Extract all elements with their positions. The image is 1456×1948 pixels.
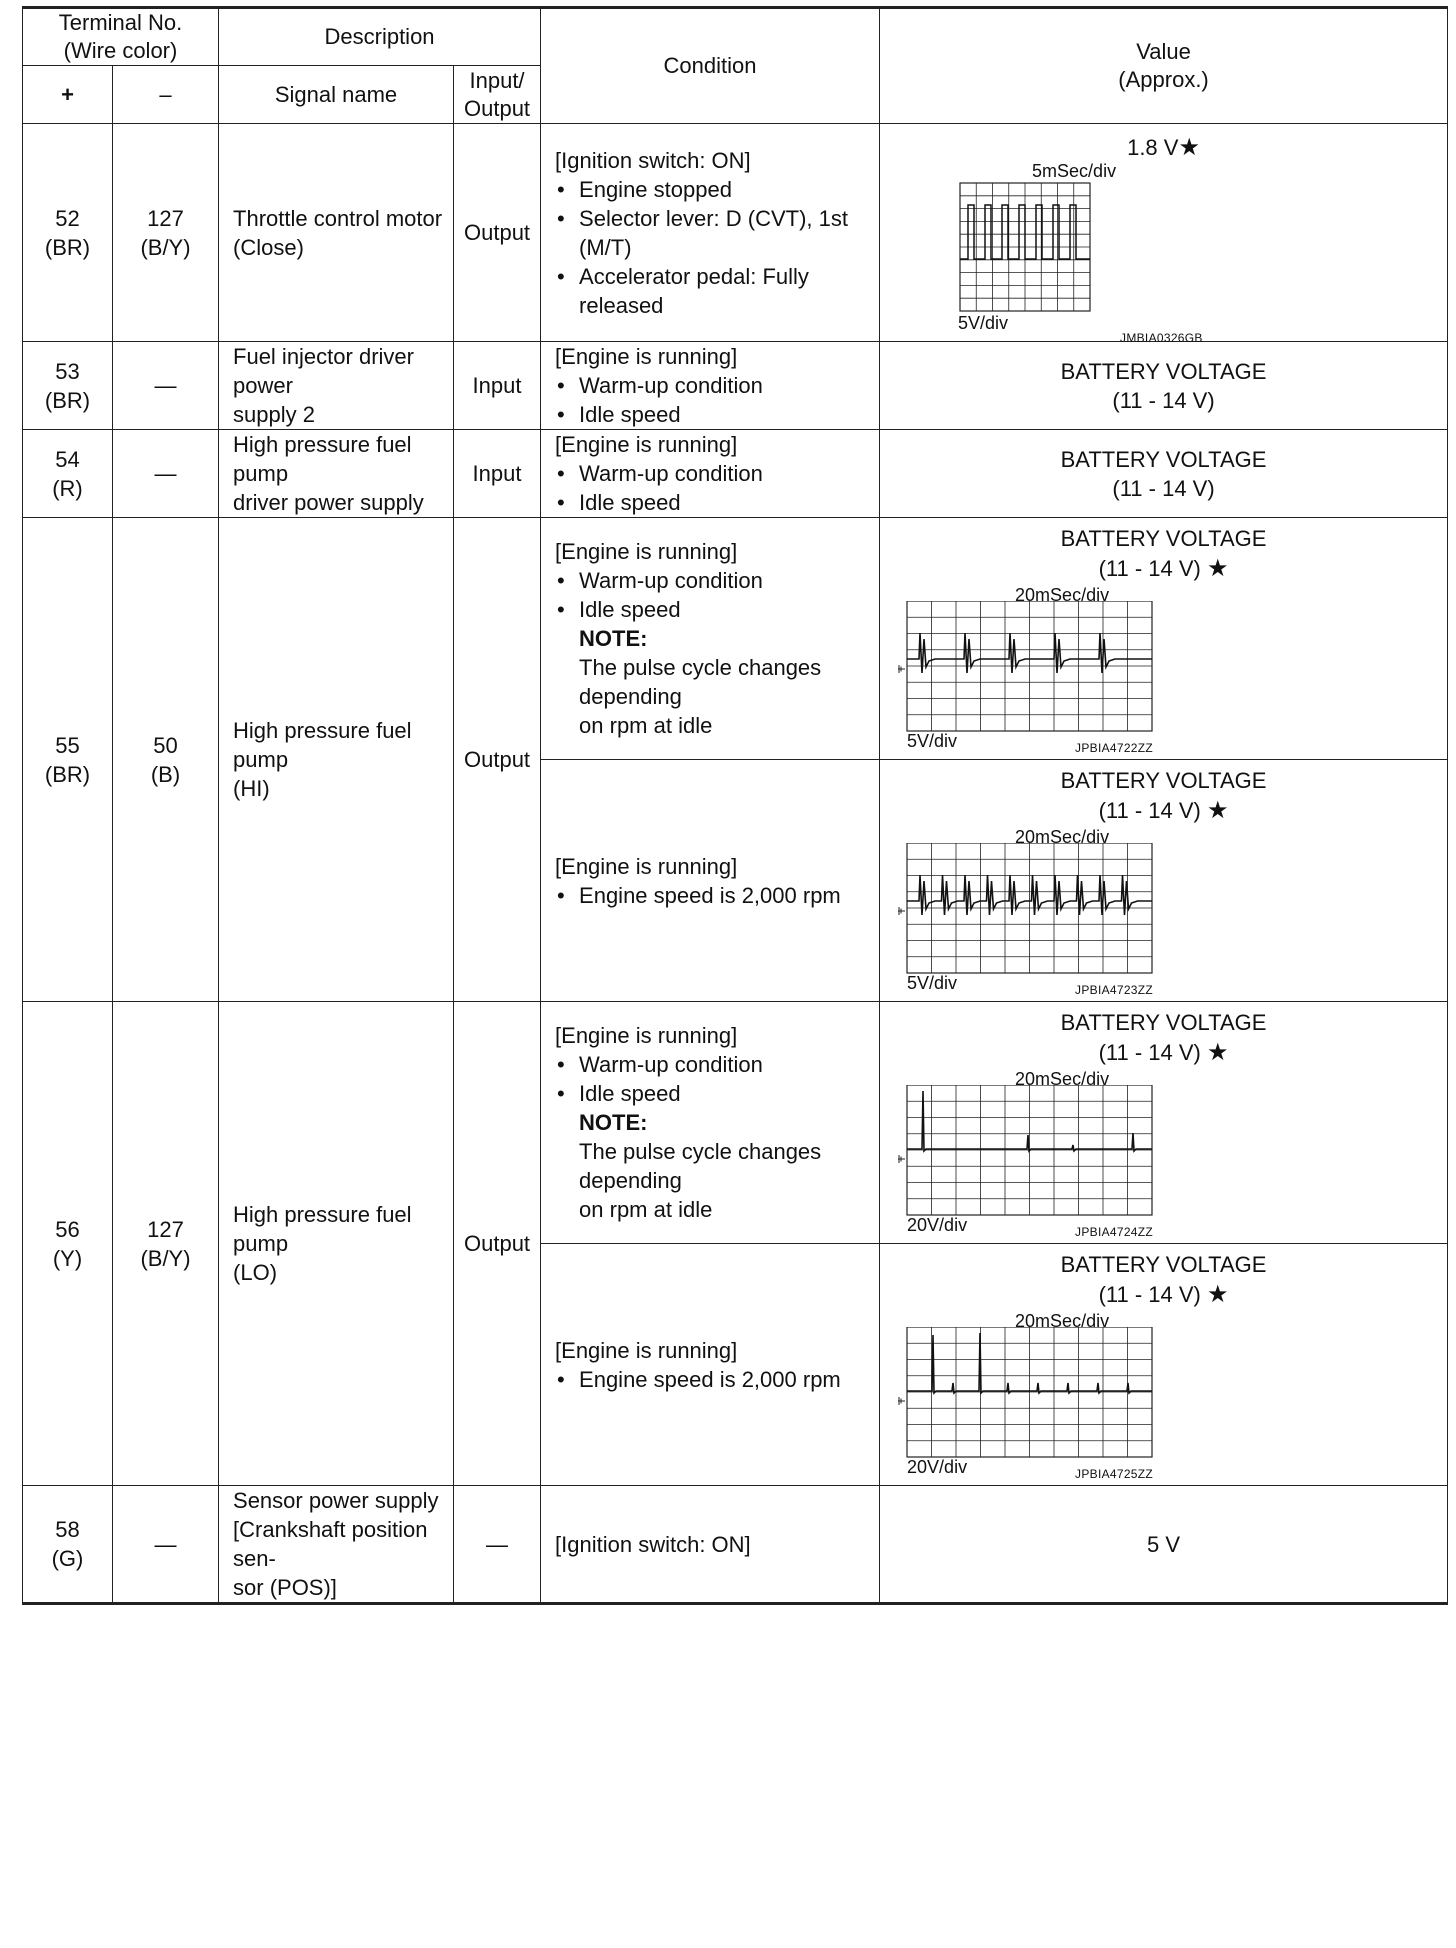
minus-label: – <box>159 81 172 107</box>
io-value: Output <box>464 1231 531 1256</box>
condition-heading: [Engine is running] <box>555 539 738 564</box>
wire-color: (B) <box>150 761 181 787</box>
io-value: Input <box>472 461 522 486</box>
io-header <box>454 66 541 124</box>
terminal-number: 127 <box>147 1216 184 1242</box>
oscilloscope-block <box>880 129 1447 345</box>
io-cell <box>454 430 541 518</box>
signal-name-line: High pressure fuel pump <box>233 718 412 772</box>
condition-item: • Accelerator pedal: Fully released <box>555 262 873 320</box>
condition-cell <box>541 1002 880 1244</box>
star-icon: ★ <box>1178 133 1200 161</box>
wire-color: (BR) <box>44 234 91 260</box>
value-header <box>880 8 1448 124</box>
signal-name-cell <box>219 430 454 518</box>
signal-name-line: driver power supply <box>233 490 424 515</box>
table-row-terminal-54 <box>23 430 1448 518</box>
signal-name-line: sor (POS)] <box>233 1575 337 1600</box>
time-div-label: 20mSec/div <box>1015 826 1110 847</box>
oscilloscope-block <box>880 519 1447 759</box>
condition-item: • Engine stopped <box>555 175 873 204</box>
io-value: — <box>486 1531 509 1557</box>
wire-color: (BR) <box>44 387 91 413</box>
plus-terminal-cell <box>23 1002 113 1486</box>
volt-div-label: 20V/div <box>907 1456 968 1477</box>
oscilloscope-waveform <box>958 181 1093 315</box>
condition-header <box>541 8 880 124</box>
volt-div-label: 5V/div <box>958 312 1009 333</box>
wire-color: (G) <box>51 1546 84 1571</box>
value-line <box>880 797 1447 825</box>
figure-code: JPBIA4724ZZ <box>1075 1224 1154 1239</box>
note-text-line: The pulse cycle changes depending <box>579 1139 822 1193</box>
signal-name-line: Fuel injector driver power <box>233 344 414 398</box>
wire-color-label: (Wire color) <box>63 38 178 63</box>
value-cell <box>880 518 1448 760</box>
value-line <box>880 555 1447 583</box>
note-block <box>555 1108 873 1224</box>
no-terminal-dash: — <box>154 461 177 486</box>
description-header <box>219 8 541 66</box>
time-div-label: 5mSec/div <box>1032 160 1117 181</box>
terminal-number: 52 <box>55 205 80 231</box>
scope-grid <box>960 183 1090 311</box>
io-value: Output <box>464 220 531 245</box>
value-line <box>880 1039 1447 1067</box>
condition-item: • Selector lever: D (CVT), 1st (M/T) <box>555 204 873 262</box>
signal-name-label: Signal name <box>274 81 398 107</box>
signal-name-header <box>219 66 454 124</box>
value-line: BATTERY VOLTAGE <box>1060 1251 1267 1277</box>
value-line: BATTERY VOLTAGE <box>1060 358 1267 384</box>
minus-header <box>113 66 219 124</box>
plus-header <box>23 66 113 124</box>
plus-label: + <box>61 81 74 107</box>
io-cell <box>454 1002 541 1486</box>
condition-item: • Idle speed <box>555 595 873 624</box>
io-label-line2: Output <box>464 95 531 121</box>
condition-heading: [Engine is running] <box>555 853 738 879</box>
signal-name-line: [Crankshaft position sen- <box>233 1517 428 1571</box>
terminal-number: 55 <box>55 732 80 758</box>
time-div-label: 20mSec/div <box>1015 1310 1110 1331</box>
signal-name-cell <box>219 518 454 1002</box>
note-text-line: on rpm at idle <box>579 1197 713 1222</box>
minus-terminal-cell <box>113 1486 219 1604</box>
condition-label: Condition <box>663 53 757 78</box>
condition-list <box>555 459 873 517</box>
condition-cell <box>541 124 880 342</box>
condition-list <box>555 175 873 320</box>
figure-code: JPBIA4722ZZ <box>1075 740 1154 755</box>
io-value: Input <box>472 373 522 398</box>
signal-name-line: High pressure fuel pump <box>233 432 412 486</box>
time-div-label: 20mSec/div <box>1015 1068 1110 1089</box>
condition-list <box>555 371 873 429</box>
oscilloscope-waveform <box>897 843 1157 981</box>
volt-div-label: 5V/div <box>907 972 958 993</box>
value-text <box>880 133 1447 163</box>
header-row-1 <box>23 8 1448 66</box>
value-line <box>880 1281 1447 1309</box>
value-line: (11 - 14 V) <box>1112 475 1215 501</box>
ecm-terminal-table <box>22 6 1448 1605</box>
plus-terminal-cell <box>23 518 113 1002</box>
signal-name-line: (LO) <box>233 1260 278 1285</box>
value-range: (11 - 14 V) <box>1098 1039 1207 1065</box>
no-terminal-dash: — <box>154 373 177 398</box>
value-line: (11 - 14 V) <box>1112 387 1215 413</box>
approx-label: (Approx.) <box>1118 67 1209 92</box>
value-range: (11 - 14 V) <box>1098 555 1207 581</box>
value-line: BATTERY VOLTAGE <box>1060 446 1267 472</box>
terminal-number: 56 <box>55 1216 80 1242</box>
terminal-number: 127 <box>147 205 184 231</box>
io-value: Output <box>464 747 531 772</box>
table-row-terminal-58 <box>23 1486 1448 1604</box>
signal-name-line: High pressure fuel pump <box>233 1202 412 1256</box>
value-cell <box>880 430 1448 518</box>
table-row-terminal-52 <box>23 124 1448 342</box>
note-text-line: on rpm at idle <box>579 713 713 738</box>
star-icon: ★ <box>1206 1038 1229 1066</box>
table-row-terminal-56-idle <box>23 1002 1448 1244</box>
star-icon: ★ <box>1206 796 1229 824</box>
value-cell <box>880 1244 1448 1486</box>
terminal-number: 50 <box>153 732 178 758</box>
value-line: BATTERY VOLTAGE <box>1060 767 1267 793</box>
value-cell <box>880 1002 1448 1244</box>
no-terminal-dash: — <box>154 1531 177 1557</box>
table-row-terminal-53 <box>23 342 1448 430</box>
condition-item: • Engine speed is 2,000 rpm <box>555 1365 873 1394</box>
wire-color: (Y) <box>52 1245 83 1271</box>
condition-heading: [Engine is running] <box>555 344 738 369</box>
value-line: BATTERY VOLTAGE <box>1060 1009 1267 1035</box>
wire-color: (B/Y) <box>140 234 191 260</box>
note-block <box>555 624 873 740</box>
figure-code: JMBIA0326GB <box>1120 330 1203 345</box>
signal-name-line: Throttle control motor <box>233 205 443 231</box>
minus-terminal-cell <box>113 1002 219 1486</box>
plus-terminal-cell <box>23 342 113 430</box>
condition-list <box>555 1365 873 1394</box>
condition-cell <box>541 1486 880 1604</box>
condition-list <box>555 1050 873 1108</box>
time-div-label: 20mSec/div <box>1015 584 1110 605</box>
value-cell <box>880 124 1448 345</box>
signal-name-line: (Close) <box>233 234 304 260</box>
wire-color: (BR) <box>44 761 91 787</box>
note-label: NOTE: <box>579 1110 648 1135</box>
oscilloscope-block <box>880 1245 1447 1485</box>
terminal-number: 54 <box>55 446 80 472</box>
wire-color: (R) <box>52 475 83 501</box>
oscilloscope-waveform <box>897 1327 1157 1465</box>
oscilloscope-waveform <box>897 1085 1157 1223</box>
value-line: BATTERY VOLTAGE <box>1060 525 1267 551</box>
value-range: (11 - 14 V) <box>1098 1281 1207 1307</box>
figure-code: JPBIA4723ZZ <box>1075 982 1154 997</box>
plus-terminal-cell <box>23 430 113 518</box>
condition-list <box>555 881 873 910</box>
io-label-line1: Input/ <box>469 67 525 93</box>
condition-item: • Idle speed <box>555 1079 873 1108</box>
signal-name-cell <box>219 342 454 430</box>
terminal-no-label: Terminal No. <box>58 10 183 35</box>
value-range: (11 - 14 V) <box>1098 797 1207 823</box>
plus-terminal-cell <box>23 1486 113 1604</box>
io-cell <box>454 124 541 342</box>
condition-cell <box>541 518 880 760</box>
minus-terminal-cell <box>113 430 219 518</box>
condition-cell <box>541 430 880 518</box>
condition-item: • Idle speed <box>555 400 873 429</box>
value-cell <box>880 342 1448 430</box>
condition-heading: [Engine is running] <box>555 1023 738 1048</box>
io-cell <box>454 342 541 430</box>
description-label: Description <box>324 24 435 49</box>
signal-name-line: (HI) <box>233 776 270 801</box>
volt-div-label: 5V/div <box>907 730 958 751</box>
table-row-terminal-55-idle <box>23 518 1448 760</box>
plus-terminal-cell <box>23 124 113 342</box>
terminal-no-header <box>23 8 219 66</box>
terminal-reference-table-page <box>22 6 1447 1944</box>
condition-heading: [Ignition switch: ON] <box>555 1531 751 1557</box>
condition-item: • Engine speed is 2,000 rpm <box>555 881 873 910</box>
signal-name-line: supply 2 <box>233 402 315 427</box>
oscilloscope-block <box>880 761 1447 1001</box>
oscilloscope-waveform <box>897 601 1157 739</box>
condition-item: • Warm-up condition <box>555 566 873 595</box>
condition-heading: [Engine is running] <box>555 1337 738 1363</box>
signal-name-cell <box>219 1486 454 1604</box>
io-cell <box>454 518 541 1002</box>
signal-name-cell <box>219 124 454 342</box>
volt-div-label: 20V/div <box>907 1214 968 1235</box>
condition-cell <box>541 342 880 430</box>
oscilloscope-block <box>880 1003 1447 1243</box>
condition-heading: [Engine is running] <box>555 432 738 457</box>
note-text-line: The pulse cycle changes depending <box>579 655 822 709</box>
condition-item: • Warm-up condition <box>555 459 873 488</box>
figure-code: JPBIA4725ZZ <box>1075 1466 1154 1481</box>
star-icon: ★ <box>1206 1280 1229 1308</box>
star-icon: ★ <box>1206 554 1229 582</box>
note-label: NOTE: <box>579 626 648 651</box>
terminal-number: 58 <box>55 1517 80 1542</box>
wire-color: (B/Y) <box>140 1245 191 1271</box>
condition-cell <box>541 1244 880 1486</box>
terminal-number: 53 <box>55 358 80 384</box>
condition-item: • Warm-up condition <box>555 1050 873 1079</box>
value-cell <box>880 1486 1448 1604</box>
condition-item: • Warm-up condition <box>555 371 873 400</box>
value-voltage: 5 V <box>1147 1531 1181 1557</box>
condition-list <box>555 566 873 624</box>
condition-heading: [Ignition switch: ON] <box>555 147 751 173</box>
io-cell <box>454 1486 541 1604</box>
value-voltage: 1.8 V <box>1127 134 1179 160</box>
value-cell <box>880 760 1448 1002</box>
condition-item: • Idle speed <box>555 488 873 517</box>
signal-name-cell <box>219 1002 454 1486</box>
minus-terminal-cell <box>113 124 219 342</box>
minus-terminal-cell <box>113 342 219 430</box>
condition-cell <box>541 760 880 1002</box>
value-label: Value <box>1136 39 1191 64</box>
signal-name-line: Sensor power supply <box>233 1488 439 1513</box>
minus-terminal-cell <box>113 518 219 1002</box>
